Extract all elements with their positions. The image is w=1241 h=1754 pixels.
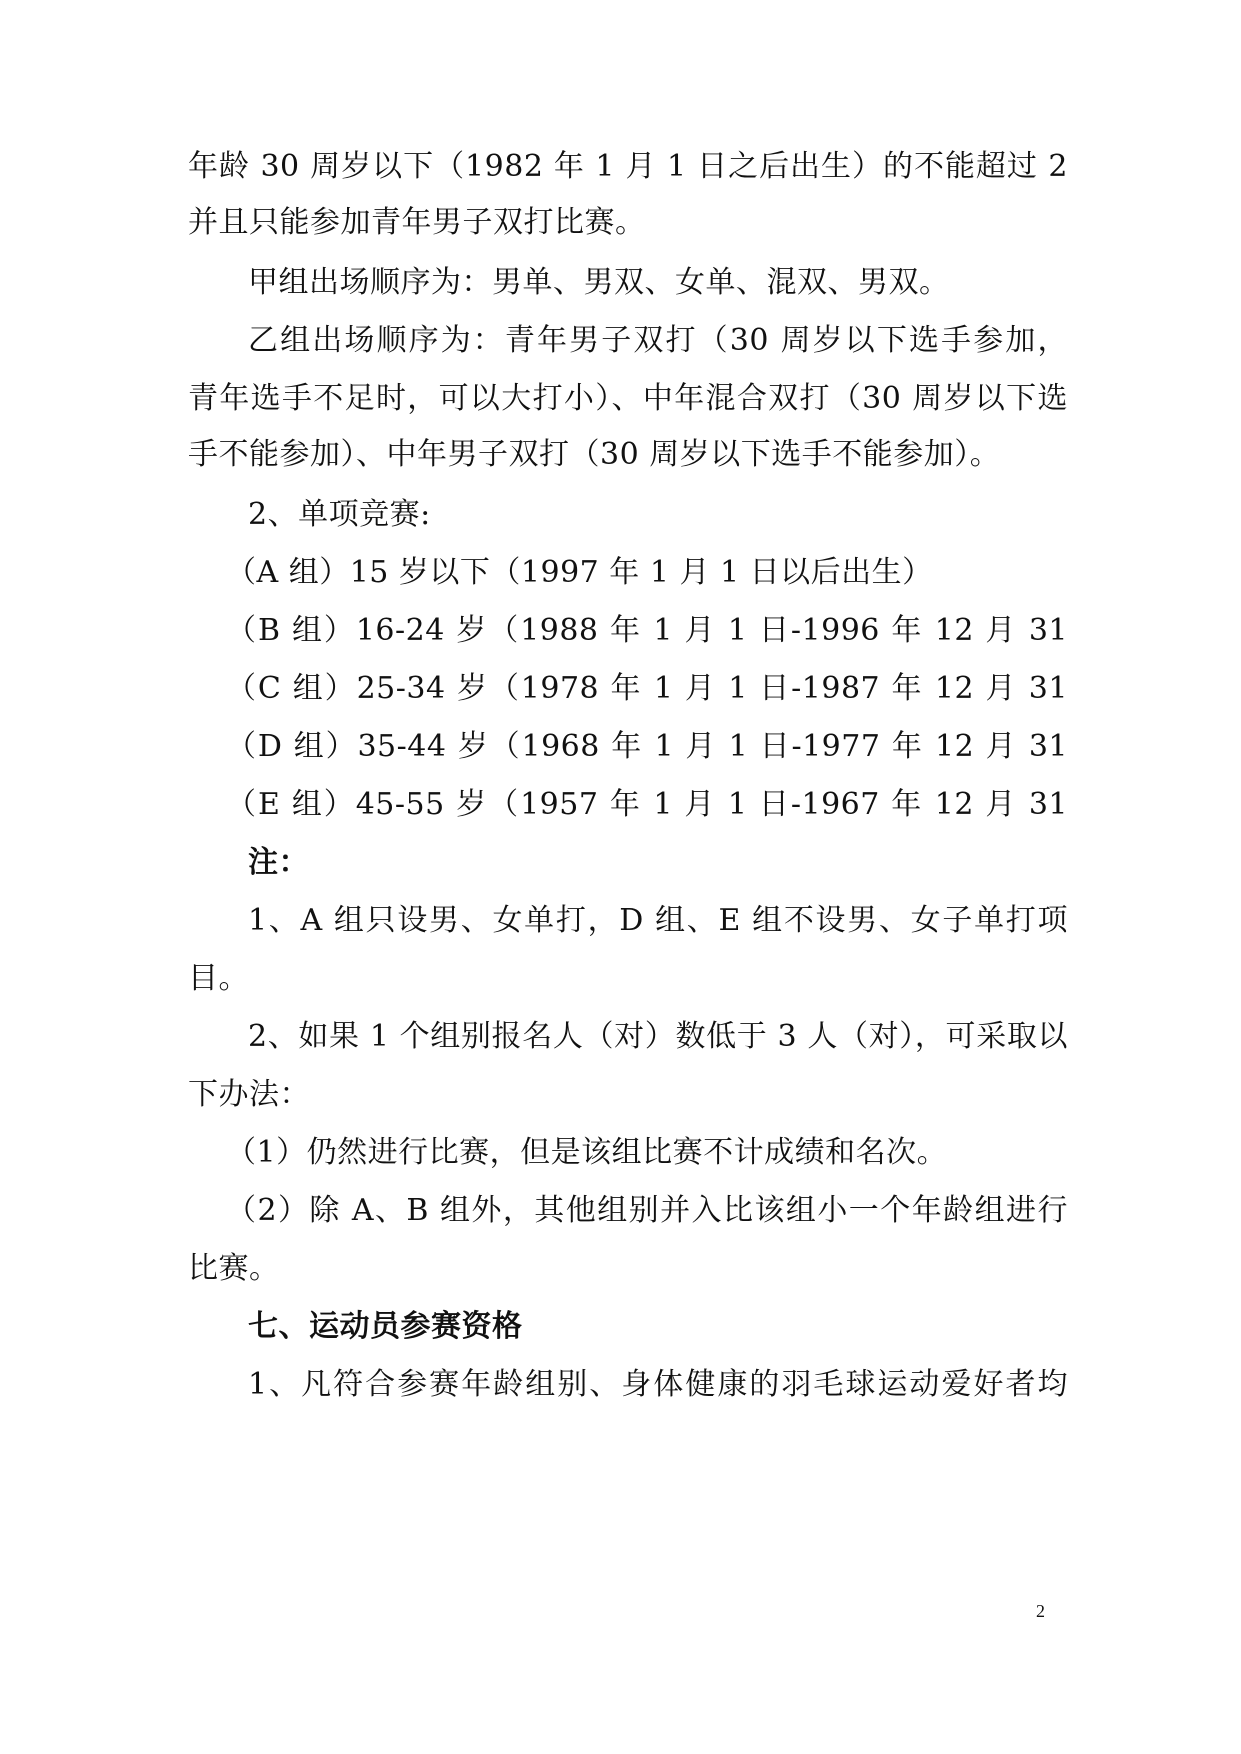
- age-group-e: （E 组）45-55 岁（1957 年 1 月 1 日-1967 年 12 月 31: [226, 787, 1068, 822]
- note-2-option-1: （1）仍然进行比赛，但是该组比赛不计成绩和名次。: [226, 1135, 948, 1170]
- eligibility-item-1: 1、凡符合参赛年龄组别、身体健康的羽毛球运动爱好者均: [248, 1367, 1068, 1402]
- paragraph-line-group-b-order-cont-2: 手不能参加）、中年男子双打（30 周岁以下选手不能参加）。: [188, 437, 1001, 472]
- paragraph-line-age-limit: 年龄 30 周岁以下（1982 年 1 月 1 日之后出生）的不能超过 2: [188, 149, 1068, 184]
- section-heading-individual-events: 2、单项竞赛:: [248, 497, 431, 532]
- note-2: 2、如果 1 个组别报名人（对）数低于 3 人（对），可采取以: [248, 1019, 1068, 1054]
- section-heading-eligibility: 七、运动员参赛资格: [248, 1309, 523, 1344]
- age-group-d: （D 组）35-44 岁（1968 年 1 月 1 日-1977 年 12 月 31: [226, 729, 1068, 764]
- note-2-option-2: （2）除 A、B 组外，其他组别并入比该组小一个年龄组进行: [226, 1193, 1068, 1228]
- age-group-c: （C 组）25-34 岁（1978 年 1 月 1 日-1987 年 12 月 31: [226, 671, 1068, 706]
- note-2-option-2-cont: 比赛。: [188, 1251, 280, 1286]
- paragraph-line-group-b-order-cont-1: 青年选手不足时，可以大打小）、中年混合双打（30 周岁以下选: [188, 381, 1068, 416]
- paragraph-line-youth-doubles-only: 并且只能参加青年男子双打比赛。: [188, 205, 646, 240]
- note-1-cont: 目。: [188, 961, 249, 996]
- page-number: 2: [1036, 1601, 1045, 1621]
- age-group-a: （A 组）15 岁以下（1997 年 1 月 1 日以后出生）: [226, 555, 933, 590]
- note-heading: 注：: [248, 845, 309, 880]
- paragraph-line-group-a-order: 甲组出场顺序为：男单、男双、女单、混双、男双。: [248, 265, 950, 300]
- age-group-b: （B 组）16-24 岁（1988 年 1 月 1 日-1996 年 12 月 31: [226, 613, 1068, 648]
- paragraph-line-group-b-order: 乙组出场顺序为：青年男子双打（30 周岁以下选手参加，: [248, 323, 1068, 358]
- note-2-cont: 下办法：: [188, 1077, 310, 1112]
- note-1: 1、A 组只设男、女单打，D 组、E 组不设男、女子单打项: [248, 903, 1068, 938]
